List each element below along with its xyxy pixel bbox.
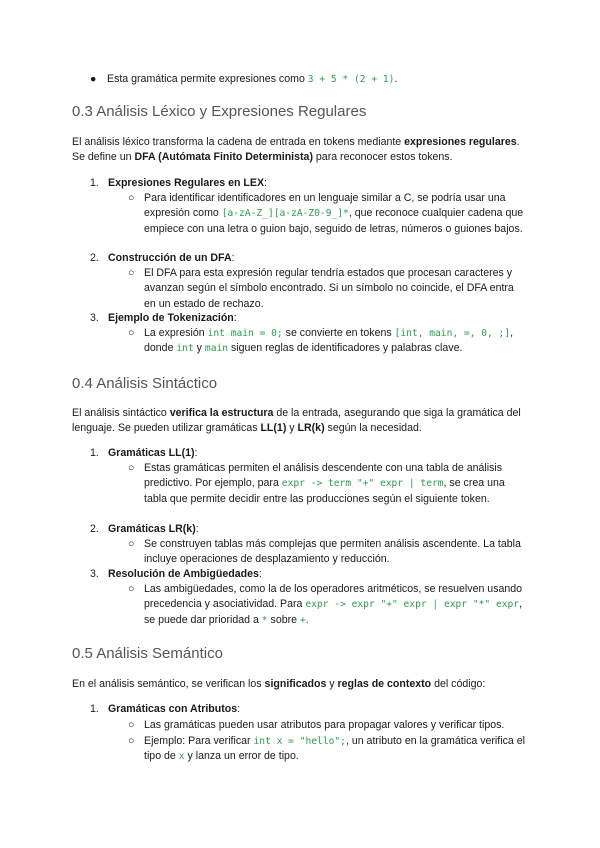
- section-0-5-paragraph: [72, 677, 532, 692]
- sub-item-text: [144, 582, 528, 628]
- text: , se puede dar prioridad a: [144, 598, 523, 626]
- item-title: Construcción de un DFA: [108, 252, 232, 264]
- bullet-item: [90, 72, 530, 87]
- sub-item: [128, 718, 528, 733]
- bold-text: verifica la estructura: [169, 407, 274, 419]
- item-colon: :: [231, 252, 235, 264]
- bold-text: reglas de contexto: [337, 678, 432, 690]
- sub-item-text: [144, 326, 528, 357]
- text: . Se define un: [72, 136, 520, 164]
- inline-code: expr -> expr "+" expr | expr "*" expr: [305, 599, 520, 611]
- text: Ejemplo: Para verificar: [144, 735, 254, 747]
- item-number: 1.: [90, 447, 99, 459]
- item-title: Ejemplo de Tokenización: [108, 312, 234, 324]
- text: , que reconoce cualquier cadena que empiece con una letra o guion bajo, seguido de letras, números o guiones bajos.: [144, 207, 524, 235]
- inline-code: main: [204, 343, 229, 355]
- bullet-text: [107, 72, 530, 87]
- item-title: Gramáticas LL(1): [108, 447, 195, 459]
- text: y: [286, 422, 298, 435]
- item-title: Expresiones Regulares en LEX: [108, 177, 265, 189]
- item-title: Gramáticas LR(k): [108, 523, 196, 535]
- circle-bullet-icon: ○: [128, 735, 135, 747]
- inline-code: int: [176, 343, 194, 355]
- sub-item-text: [144, 191, 528, 237]
- sub-item: [128, 266, 528, 312]
- text: La expresión: [144, 327, 208, 339]
- inline-code: expr -> term "+" expr | term: [281, 478, 444, 490]
- bold-text: LL(1): [260, 422, 287, 435]
- text: El análisis sintáctico: [72, 407, 170, 419]
- sub-item-text: Las gramáticas pueden usar atributos para propagar valores y verificar tipos.: [144, 719, 505, 731]
- sub-item: [128, 537, 528, 568]
- circle-bullet-icon: ○: [128, 719, 135, 731]
- inline-code: x: [178, 751, 185, 763]
- text: y lanza un error de tipo.: [184, 750, 299, 763]
- circle-bullet-icon: ○: [128, 462, 135, 474]
- circle-bullet-icon: ○: [128, 267, 135, 279]
- bold-text: expresiones regulares: [404, 136, 517, 148]
- text: , se crea una tabla que permite decidir entre las producciones según el siguiente token.: [144, 477, 505, 505]
- item-colon: :: [194, 447, 198, 459]
- text: El análisis léxico transforma la cadena de entrada en tokens mediante: [72, 136, 405, 148]
- sub-item-text: El DFA para esta expresión regular tendría estados que procesan caracteres y avanzan según el símbolo encontrado. Si un símbolo no coincide, el DFA entra en un estado de rechazo.: [144, 267, 514, 310]
- text: sobre: [267, 613, 300, 626]
- sub-item: [128, 326, 528, 357]
- text: , donde: [144, 327, 514, 355]
- item-number: 2.: [90, 252, 99, 264]
- sub-item-text: [144, 734, 528, 765]
- inline-code: 3 + 5 * (2 + 1): [307, 74, 395, 85]
- inline-code: [a-zA-Z_][a-zA-Z0-9_]*: [221, 208, 349, 220]
- text: Las ambigüedades, como la de los operadores aritméticos, se resuelven usando precedencia y asociatividad. Para: [144, 583, 523, 611]
- item-colon: :: [258, 568, 262, 580]
- circle-bullet-icon: ○: [128, 583, 135, 595]
- circle-bullet-icon: ○: [128, 192, 135, 204]
- sub-item: [128, 582, 528, 628]
- sub-item: [128, 734, 528, 765]
- item-colon: :: [264, 177, 267, 189]
- text: Estas gramáticas permiten el análisis descendente con una tabla de análisis predictivo. Por ejemplo, para: [144, 462, 503, 490]
- text: , un atributo en la gramática verifica el tipo de: [144, 735, 525, 763]
- item-colon: :: [195, 523, 199, 535]
- inline-code: [int, main, =, 0, ;]: [394, 328, 511, 339]
- text: .: [394, 73, 398, 85]
- text: del código:: [431, 678, 486, 690]
- text: de la entrada, asegurando que siga la gramática del lenguaje. Se pueden utilizar gramáticas: [72, 407, 521, 435]
- sub-item: [128, 461, 528, 507]
- item-number: 3.: [90, 312, 99, 324]
- sub-item: [128, 191, 528, 237]
- section-heading-0-3: 0.3 Análisis Léxico y Expresiones Regulares: [72, 103, 367, 120]
- section-heading-0-4: 0.4 Análisis Sintáctico: [72, 375, 218, 392]
- text: y: [193, 342, 205, 355]
- text: En el análisis semántico, se verifican los: [72, 678, 265, 690]
- inline-code: +: [299, 614, 306, 626]
- item-number: 3.: [90, 568, 99, 580]
- bold-text: significados: [264, 678, 327, 690]
- text: siguen reglas de identificadores y palabras clave.: [228, 342, 463, 355]
- bold-text: LR(k): [297, 422, 325, 435]
- text: para reconocer estos tokens.: [312, 151, 453, 164]
- text: y: [326, 678, 338, 690]
- item-number: 2.: [90, 523, 99, 535]
- section-0-3-paragraph: [72, 135, 532, 166]
- inline-code: *: [261, 614, 268, 626]
- item-title: Gramáticas con Atributos: [108, 703, 238, 715]
- text: Para identificar identificadores en un lenguaje similar a C, se podría usar una expresión como: [144, 192, 506, 220]
- bullet-dot: ●: [90, 73, 97, 85]
- text: se convierte en tokens: [282, 327, 395, 339]
- item-colon: :: [237, 703, 241, 715]
- inline-code: int x = "hello";: [253, 736, 346, 747]
- circle-bullet-icon: ○: [128, 327, 135, 339]
- item-title: Resolución de Ambigüedades: [108, 568, 259, 580]
- text: según la necesidad.: [324, 422, 422, 435]
- section-heading-0-5: 0.5 Análisis Semántico: [72, 645, 223, 662]
- text: .: [305, 613, 309, 626]
- section-0-4-paragraph: [72, 406, 532, 437]
- sub-item-text: [144, 461, 528, 507]
- sub-item-text: Se construyen tablas más complejas que permiten análisis ascendente. La tabla incluye operaciones de desplazamiento y reducción.: [144, 538, 521, 566]
- inline-code: int main = 0;: [207, 328, 283, 339]
- circle-bullet-icon: ○: [128, 538, 135, 550]
- text: Esta gramática permite expresiones como: [107, 73, 308, 85]
- bold-text: DFA (Autómata Finito Determinista): [134, 151, 313, 164]
- item-number: 1.: [90, 177, 99, 189]
- item-colon: :: [233, 312, 237, 324]
- item-number: 1.: [90, 703, 99, 715]
